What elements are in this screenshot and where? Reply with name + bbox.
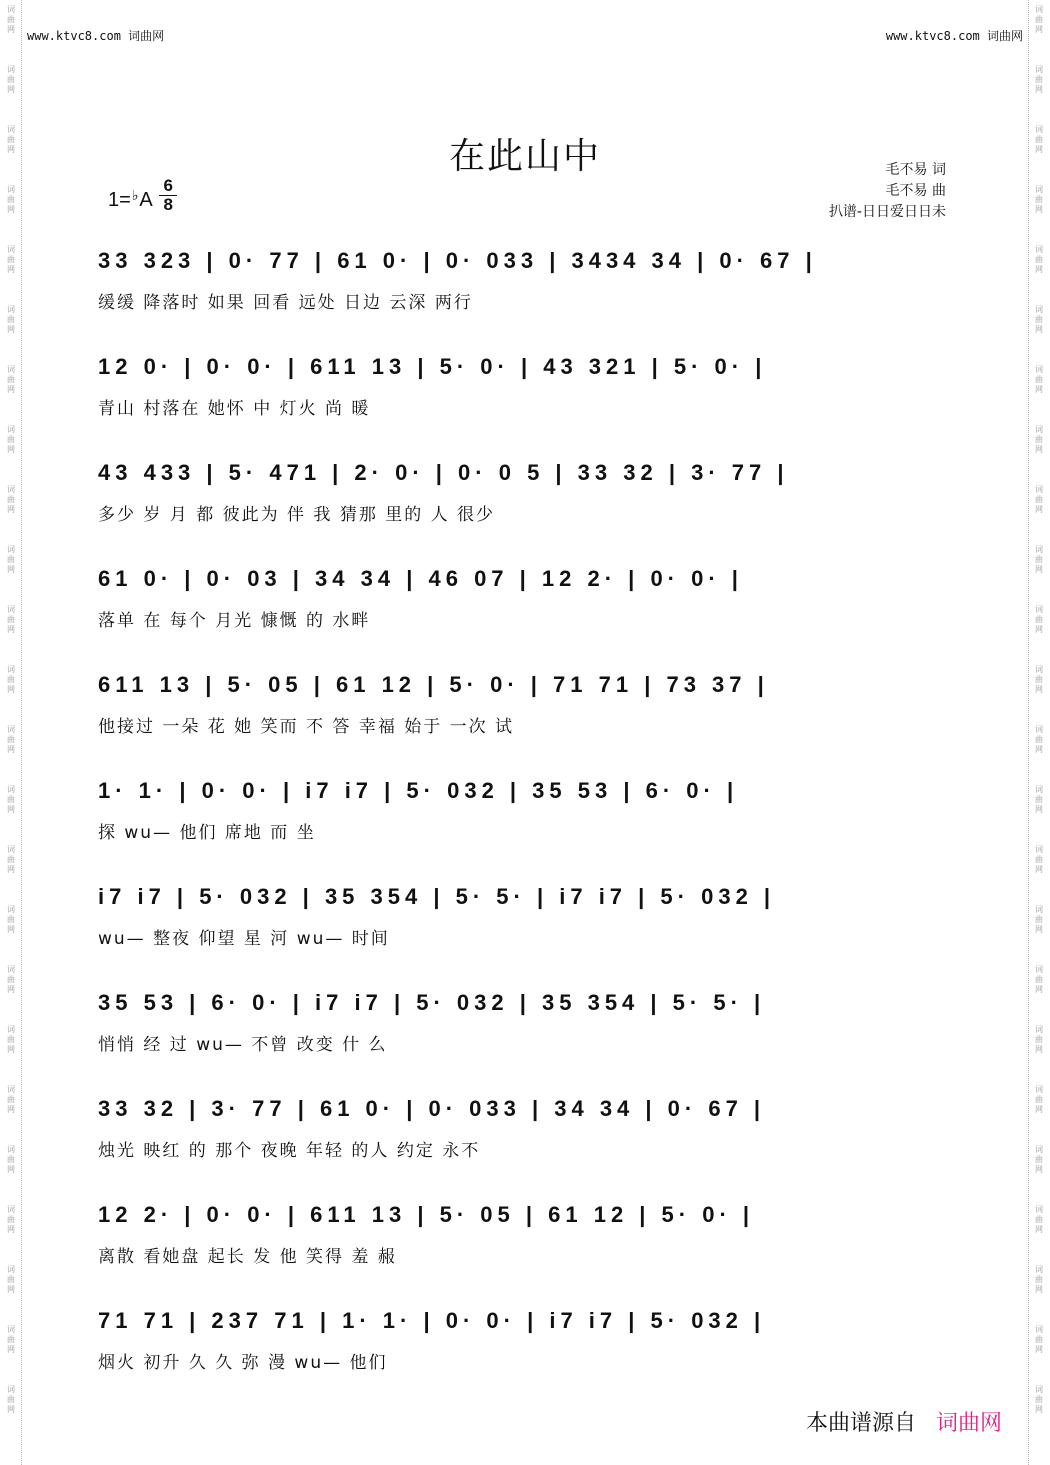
watermark-text: 词 曲 网 xyxy=(7,185,15,214)
key-note: A xyxy=(139,188,152,211)
notation-line: 61 0· | 0· 03 | 34 34 | 46 07 | 12 2· | 0· 0· | xyxy=(98,566,743,591)
watermark-text: 词 曲 网 xyxy=(1035,1265,1043,1294)
watermark-text: 词 曲 网 xyxy=(1035,185,1043,214)
lyrics-line: 烛光 映红 的 那个 夜晚 年轻 的人 约定 永不 xyxy=(98,1141,481,1161)
score-row xyxy=(98,766,951,846)
notation-line: 12 2· | 0· 0· | 611 13 | 5· 05 | 61 12 | 5· 0· | xyxy=(98,1202,755,1227)
notation-line: 33 32 | 3· 77 | 61 0· | 0· 033 | 34 34 | 0· 67 | xyxy=(98,1096,766,1121)
watermark-text: 词 曲 网 xyxy=(7,65,15,94)
watermark-text: 词 曲 网 xyxy=(7,425,15,454)
watermark-text: 词 曲 网 xyxy=(1035,965,1043,994)
time-signature xyxy=(159,177,177,214)
score-row xyxy=(98,236,951,316)
score-row xyxy=(98,1084,951,1164)
watermark-text: 词 曲 网 xyxy=(1035,425,1043,454)
watermark-text: 词 曲 网 xyxy=(1035,1385,1043,1414)
score-row xyxy=(98,1296,951,1376)
watermark-text: 词 曲 网 xyxy=(1035,365,1043,394)
lyrics-line: 落单 在 每个 月光 慷慨 的 水畔 xyxy=(98,611,371,631)
lyrics-line: 他接过 一朵 花 她 笑而 不 答 幸福 始于 一次 试 xyxy=(98,717,515,737)
notation-line: 611 13 | 5· 05 | 61 12 | 5· 0· | 71 71 | 73 37 | xyxy=(98,672,769,697)
watermark-text: 词 曲 网 xyxy=(7,545,15,574)
watermark-text: 词 曲 网 xyxy=(7,1025,15,1054)
score-row xyxy=(98,1190,951,1270)
watermark-text: 词 曲 网 xyxy=(1035,785,1043,814)
watermark-text: 词 曲 网 xyxy=(1035,125,1043,154)
watermark-text: 词 曲 网 xyxy=(1035,1205,1043,1234)
watermark-text: 词 曲 网 xyxy=(1035,605,1043,634)
notation-line: 43 433 | 5· 471 | 2· 0· | 0· 0 5 | 33 32 | 3· 77 | xyxy=(98,460,789,485)
watermark-text: 词 曲 网 xyxy=(7,5,15,34)
header-site-link-right[interactable]: www.ktvc8.com 词曲网 xyxy=(885,29,1023,43)
watermark-text: 词 曲 网 xyxy=(7,605,15,634)
time-signature-bottom: 8 xyxy=(163,195,173,214)
lyrics-line: 烟火 初升 久 久 弥 漫 wu— 他们 xyxy=(98,1353,388,1373)
watermark-text: 词 曲 网 xyxy=(1035,545,1043,574)
watermark-text: 词 曲 网 xyxy=(1035,1025,1043,1054)
watermark-text: 词 曲 网 xyxy=(7,1085,15,1114)
watermark-text: 词 曲 网 xyxy=(1035,305,1043,334)
watermark-column-right xyxy=(1030,0,1048,1440)
watermark-text: 词 曲 网 xyxy=(7,785,15,814)
score-row xyxy=(98,978,951,1058)
watermark-text: 词 曲 网 xyxy=(7,725,15,754)
notation-line: 12 0· | 0· 0· | 611 13 | 5· 0· | 43 321 | 5· 0· | xyxy=(98,354,767,379)
watermark-text: 词 曲 网 xyxy=(1035,1325,1043,1354)
watermark-text: 词 曲 网 xyxy=(1035,905,1043,934)
footer-source-text: 本曲谱源自 xyxy=(805,1411,916,1436)
watermark-text: 词 曲 网 xyxy=(7,485,15,514)
notation-line: i7 i7 | 5· 032 | 35 354 | 5· 5· | i7 i7 | 5· 032 | xyxy=(98,884,776,909)
lyrics-line: 多少 岁 月 都 彼此为 伴 我 猜那 里的 人 很少 xyxy=(98,505,496,525)
watermark-text: 词 曲 网 xyxy=(7,1145,15,1174)
footer-brand-link[interactable]: 词曲网 xyxy=(935,1411,1002,1436)
watermark-text: 词 曲 网 xyxy=(7,365,15,394)
song-title: 在此山中 xyxy=(448,136,601,177)
key-prefix: 1= xyxy=(108,188,131,211)
watermark-text: 词 曲 网 xyxy=(7,1265,15,1294)
flat-symbol: ♭ xyxy=(131,186,139,203)
lyrics-line: 离散 看她盘 起长 发 他 笑得 羞 赧 xyxy=(98,1247,397,1267)
watermark-text: 词 曲 网 xyxy=(1035,665,1043,694)
notation-line: 1· 1· | 0· 0· | i7 i7 | 5· 032 | 35 53 | 6· 0· | xyxy=(98,778,739,803)
notation-line: 33 323 | 0· 77 | 61 0· | 0· 033 | 3434 34 | 0· 67 | xyxy=(98,248,817,273)
time-signature-top: 6 xyxy=(163,176,173,195)
watermark-text: 词 曲 网 xyxy=(1035,485,1043,514)
watermark-text: 词 曲 网 xyxy=(7,665,15,694)
lyricist-credit: 毛不易 词 xyxy=(885,162,946,178)
score-row xyxy=(98,660,951,740)
lyrics-line: 悄悄 经 过 wu— 不曾 改变 什 么 xyxy=(98,1035,388,1055)
watermark-text: 词 曲 网 xyxy=(7,965,15,994)
watermark-text: 词 曲 网 xyxy=(7,1325,15,1354)
watermark-text: 词 曲 网 xyxy=(1035,725,1043,754)
watermark-text: 词 曲 网 xyxy=(1035,5,1043,34)
watermark-text: 词 曲 网 xyxy=(7,245,15,274)
watermark-text: 词 曲 网 xyxy=(1035,65,1043,94)
watermark-text: 词 曲 网 xyxy=(7,845,15,874)
key-signature xyxy=(108,176,177,219)
composer-credit: 毛不易 曲 xyxy=(885,183,946,199)
score-row xyxy=(98,448,951,528)
notation-line: 35 53 | 6· 0· | i7 i7 | 5· 032 | 35 354 | 5· 5· | xyxy=(98,990,766,1015)
watermark-text: 词 曲 网 xyxy=(7,905,15,934)
watermark-text: 词 曲 网 xyxy=(1035,845,1043,874)
page-border-right xyxy=(1028,0,1029,1465)
lyrics-line: 缓缓 降落时 如果 回看 远处 日边 云深 两行 xyxy=(98,293,473,313)
watermark-text: 词 曲 网 xyxy=(7,305,15,334)
lyrics-line: 探 wu— 他们 席地 而 坐 xyxy=(98,823,316,843)
score-row xyxy=(98,554,951,634)
watermark-text: 词 曲 网 xyxy=(7,1385,15,1414)
score-row xyxy=(98,872,951,952)
page-border-left xyxy=(21,0,22,1465)
score-row xyxy=(98,342,951,422)
watermark-text: 词 曲 网 xyxy=(7,1205,15,1234)
watermark-text: 词 曲 网 xyxy=(1035,1145,1043,1174)
notation-line: 71 71 | 237 71 | 1· 1· | 0· 0· | i7 i7 | 5· 032 | xyxy=(98,1308,766,1333)
footer-source xyxy=(806,1406,1002,1437)
header-site-link-left[interactable]: www.ktvc8.com 词曲网 xyxy=(27,29,165,43)
transcriber-credit: 扒谱-日日爱日日未 xyxy=(828,204,946,220)
credits xyxy=(829,160,946,223)
lyrics-line: wu— 整夜 仰望 星 河 wu— 时间 xyxy=(98,929,390,949)
watermark-column-left xyxy=(2,0,20,1440)
watermark-text: 词 曲 网 xyxy=(7,125,15,154)
lyrics-line: 青山 村落在 她怀 中 灯火 尚 暖 xyxy=(98,399,371,419)
watermark-text: 词 曲 网 xyxy=(1035,1085,1043,1114)
watermark-text: 词 曲 网 xyxy=(1035,245,1043,274)
